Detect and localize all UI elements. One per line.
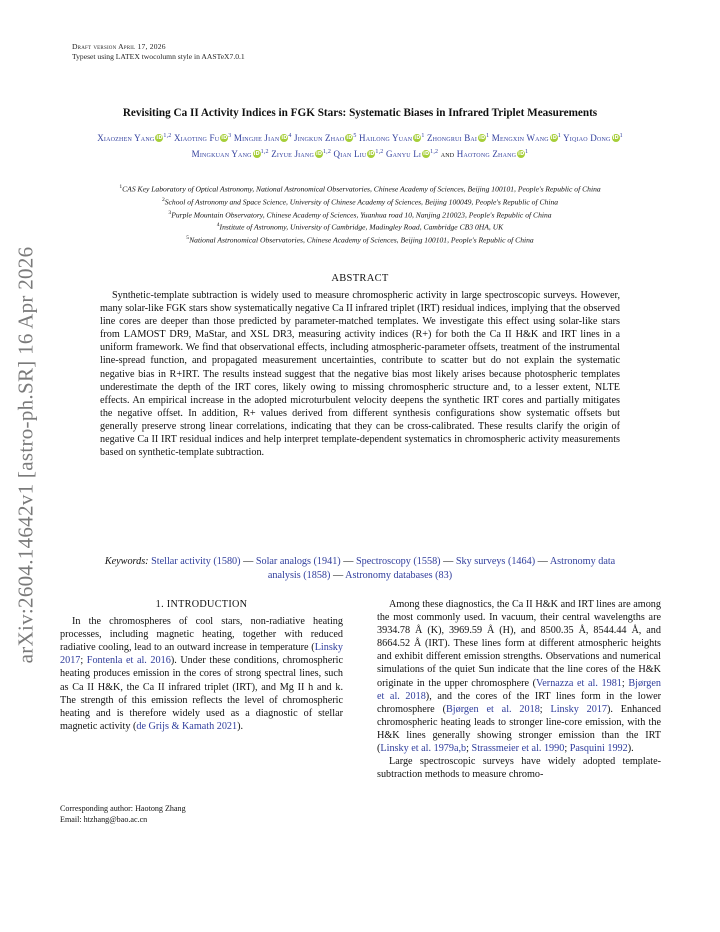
citation-link[interactable]: Linsky et al. 1979a,b <box>380 743 467 755</box>
orcid-icon[interactable] <box>478 134 486 142</box>
author-affiliation-marker: 1 <box>557 133 561 139</box>
keyword-link[interactable]: Solar analogs (1941) <box>255 556 341 567</box>
citation-link[interactable]: Bjørgen et al. 2018 <box>445 703 540 715</box>
text-span: Among these diagnostics, the Ca II H&K and IRT lines are among the most commonly used. In vacuum, their central wavelengths are 3934.78 Å (K), 3969.59 Å (H), and 8500.35 Å, 8544.44 Å, and 8664.52 Å (IRT). These lines form at different atmospheric heights and exhibit different emission strengths. Observations and numerical simulations of the quiet Sun indicate that the line cores of the H&K originate in the upper chromosphere ( <box>377 599 661 689</box>
citation-link[interactable]: de Grijs & Kamath 2021 <box>136 720 238 732</box>
author-name: Ziyue Jiang <box>271 148 314 159</box>
author-list <box>70 130 650 161</box>
text-span: ). <box>627 743 634 755</box>
corresponding-author: Corresponding author: Haotong Zhang <box>60 804 186 813</box>
orcid-icon[interactable] <box>155 134 163 142</box>
text-span: ). <box>237 720 244 732</box>
text-span: ; <box>621 677 629 689</box>
survey-paragraph: Large spectroscopic surveys have widely adopted template-subtraction methods to measure chromo- <box>377 756 661 781</box>
author[interactable] <box>359 133 425 143</box>
author-name: Hailong Yuan <box>359 133 413 143</box>
paper-title: Revisiting Ca II Activity Indices in FGK Stars: Systematic Biases in Infrared Triplet Measurements <box>122 107 598 119</box>
author-name: Xiaozhen Yang <box>97 133 155 143</box>
affiliation <box>64 208 656 221</box>
affiliation-list <box>64 182 656 246</box>
keywords-block: Keywords: Stellar activity (1580) — Solar analogs (1941) — Spectroscopy (1558) — Sky surveys (1464) — Astronomy data analysis (1858) — Astronomy databases (83) <box>104 556 616 581</box>
citation-link[interactable]: Strassmeier et al. 1990 <box>471 743 565 755</box>
author-affiliation-marker: 1,2 <box>375 148 384 155</box>
left-column <box>60 598 343 733</box>
affiliation-text: National Astronomical Observatories, Chinese Academy of Sciences, Beijing 100101, People's Republic of China <box>189 235 534 245</box>
author[interactable] <box>234 133 292 143</box>
author-name: Xiaoting Fu <box>173 133 220 143</box>
section-heading-introduction: 1. INTRODUCTION <box>155 599 248 610</box>
author-name: Ganyu Li <box>385 148 422 159</box>
affiliation <box>64 195 656 208</box>
text-span: ; <box>466 743 472 755</box>
affiliation-text: School of Astronomy and Space Science, University of Chinese Academy of Sciences, Beijing 100049, People's Republic of China <box>164 197 559 207</box>
abstract-text: Synthetic-template subtraction is widely used to measure chromospheric activity in large spectroscopic surveys. However, many solar-like FGK stars show systematically negative Ca II infrared triplet (IRT) residual indices, implying that the observed line cores are deeper than those predicted by parameter-matched templates. We investigate this effect using solar-like stars from LAMOST DR9, MaStar, and XSL DR3, measuring activity indices (R+) for both the Ca II H&K and IRT lines in a uniform framework. We find that observational effects, including atmospheric-parameter offsets, treatment of the instrumental line-spread function, and propagated measurement uncertainties, contribute to scatter but do not explain the systematic negative bias in R+IRT. The results instead suggest that the negative bias most likely arises because photospheric templates underestimate the depth of the IRT cores, likely owing to missing chromospheric structure and, to a lesser extent, NLTE effects. An empirical increase in the adopted microturbulent velocity deepens the synthetic IRT cores and partially mitigates the negative offset. In addition, R+ values derived from different synthesis configurations show systematic offsets but generally preserve strong linear correlations, indicating that they can be cross-calibrated. These results clarify the origin of negative Ca II IRT residual indices and help interpret template-dependent systematics in chromospheric activity measurements based on synthetic-template subtraction. <box>100 290 620 459</box>
author-name: Mingjie Jian <box>233 133 280 143</box>
affiliation-number: 5 <box>186 235 190 242</box>
author-name: Mingkuan Yang <box>191 148 252 159</box>
text-span: In the chromospheres of cool stars, non-radiative heating processes, including magnetic heating, together with reduced radiative cooling, lead to an outward increase in temperature ( <box>60 616 343 654</box>
keyword-link[interactable]: Stellar activity (1580) <box>151 556 241 567</box>
citation-link[interactable]: Pasquini 1992 <box>569 743 628 755</box>
keyword-link[interactable]: Sky surveys (1464) <box>455 556 536 567</box>
author[interactable] <box>294 133 357 143</box>
and-word: and <box>440 148 455 159</box>
author-affiliation-marker: 1 <box>619 133 623 139</box>
draft-version: Draft version April 17, 2026 <box>72 42 166 51</box>
author-affiliation-marker: 5 <box>353 133 357 139</box>
affiliation <box>64 182 656 195</box>
text-span: ; <box>80 655 87 667</box>
author-affiliation-marker: 1 <box>525 148 529 155</box>
abstract-heading: ABSTRACT <box>331 273 389 284</box>
affiliation-text: CAS Key Laboratory of Optical Astronomy, National Astronomical Observatories, Chinese Academy of Sciences, Beijing 100101, People's Republic of China <box>122 184 601 194</box>
author[interactable] <box>492 133 561 143</box>
affiliation <box>64 233 656 246</box>
citation-link[interactable]: Vernazza et al. 1981 <box>536 677 622 689</box>
author[interactable] <box>97 133 171 143</box>
orcid-icon[interactable] <box>422 150 430 158</box>
orcid-icon[interactable] <box>612 134 620 142</box>
orcid-icon[interactable] <box>413 134 421 142</box>
affiliation-number: 2 <box>161 196 165 203</box>
intro-paragraph <box>60 615 343 733</box>
orcid-icon[interactable] <box>220 134 228 142</box>
draft-header <box>72 42 245 62</box>
affiliation-number: 1 <box>119 184 123 190</box>
citation-link[interactable]: Linsky 2017 <box>550 703 608 715</box>
author-name: Jingkun Zhao <box>294 133 345 143</box>
author-affiliation-marker: 4 <box>288 133 292 139</box>
orcid-icon[interactable] <box>315 150 323 158</box>
author-affiliation-marker: 1 <box>421 133 425 139</box>
author-affiliation-marker: 1,2 <box>430 148 439 155</box>
arxiv-id[interactable]: arXiv:2604.14642v1 [astro-ph.SR] 16 Apr 2026 <box>13 246 38 664</box>
text-span: ). Under these conditions, chromospheric heating produces emission in the cores of strong spectral lines, such as Ca II H&K, the Ca II infrared triplet (IRT), and Mg II h and k. The strength of this emission reflects the level of chromospheric heating and is therefore widely used as a diagnostic of stellar magnetic activity ( <box>60 655 343 732</box>
citation-link[interactable]: Linsky 2017 <box>60 642 343 667</box>
affiliation-text: Institute of Astronomy, University of Cambridge, Madingley Road, Cambridge CB3 0HA, UK <box>219 223 504 233</box>
author[interactable] <box>334 149 384 159</box>
author[interactable] <box>457 149 529 159</box>
affiliation-number: 3 <box>168 209 172 216</box>
author-name: Mengxin Wang <box>491 133 549 143</box>
author-name: Qian Liu <box>333 148 367 159</box>
arxiv-sidebar-stamp <box>6 230 46 680</box>
orcid-icon[interactable] <box>367 150 375 158</box>
orcid-icon[interactable] <box>280 134 288 142</box>
text-span: ; <box>539 703 551 715</box>
citation-link[interactable]: Fontenla et al. 2016 <box>86 655 171 667</box>
text-span: ), and the cores of the IRT lines form in the lower chromosphere ( <box>377 690 661 715</box>
affiliation-number: 4 <box>216 222 220 229</box>
orcid-icon[interactable] <box>517 150 525 158</box>
diagnostics-paragraph <box>377 598 661 755</box>
orcid-icon[interactable] <box>550 134 558 142</box>
orcid-icon[interactable] <box>345 134 353 142</box>
author[interactable] <box>174 133 231 143</box>
author[interactable] <box>563 133 623 143</box>
typeset-note: Typeset using LATEX twocolumn style in AASTeX7.0.1 <box>72 52 245 61</box>
author[interactable] <box>427 133 489 143</box>
author-affiliation-marker: 3 <box>228 133 232 139</box>
affiliation-text: Purple Mountain Observatory, Chinese Academy of Sciences, Yuanhua road 10, Nanjing 210023, People's Republic of China <box>171 210 552 220</box>
text-span: ). Enhanced chromospheric heating leads to stronger line-core emission, with the H&K lines generally showing stronger emission than the IRT ( <box>377 703 661 755</box>
author[interactable] <box>386 149 438 159</box>
corresponding-author-footnote <box>60 803 343 825</box>
keyword-link[interactable]: Astronomy databases (83) <box>345 570 453 581</box>
orcid-icon[interactable] <box>253 150 261 158</box>
author-affiliation-marker: 1 <box>486 133 490 139</box>
author-name: Zhongrui Bai <box>426 133 478 143</box>
keywords-label: Keywords: <box>104 556 149 567</box>
author-name: Yiqiao Dong <box>563 133 611 143</box>
author-affiliation-marker: 1,2 <box>322 148 332 155</box>
author-email[interactable]: Email: htzhang@bao.ac.cn <box>60 815 148 824</box>
keyword-link[interactable]: Astronomy data analysis (1858) <box>267 556 616 581</box>
author-affiliation-marker: 1,2 <box>163 133 172 139</box>
author-affiliation-marker: 1,2 <box>260 148 269 155</box>
author[interactable] <box>271 149 331 159</box>
author-name: Haotong Zhang <box>456 148 517 159</box>
author[interactable] <box>192 149 269 159</box>
text-span: ; <box>564 743 570 755</box>
keyword-link[interactable]: Spectroscopy (1558) <box>355 556 441 567</box>
right-column <box>377 598 661 781</box>
citation-link[interactable]: Bjørgen et al. 2018 <box>377 677 661 702</box>
affiliation <box>64 220 656 233</box>
